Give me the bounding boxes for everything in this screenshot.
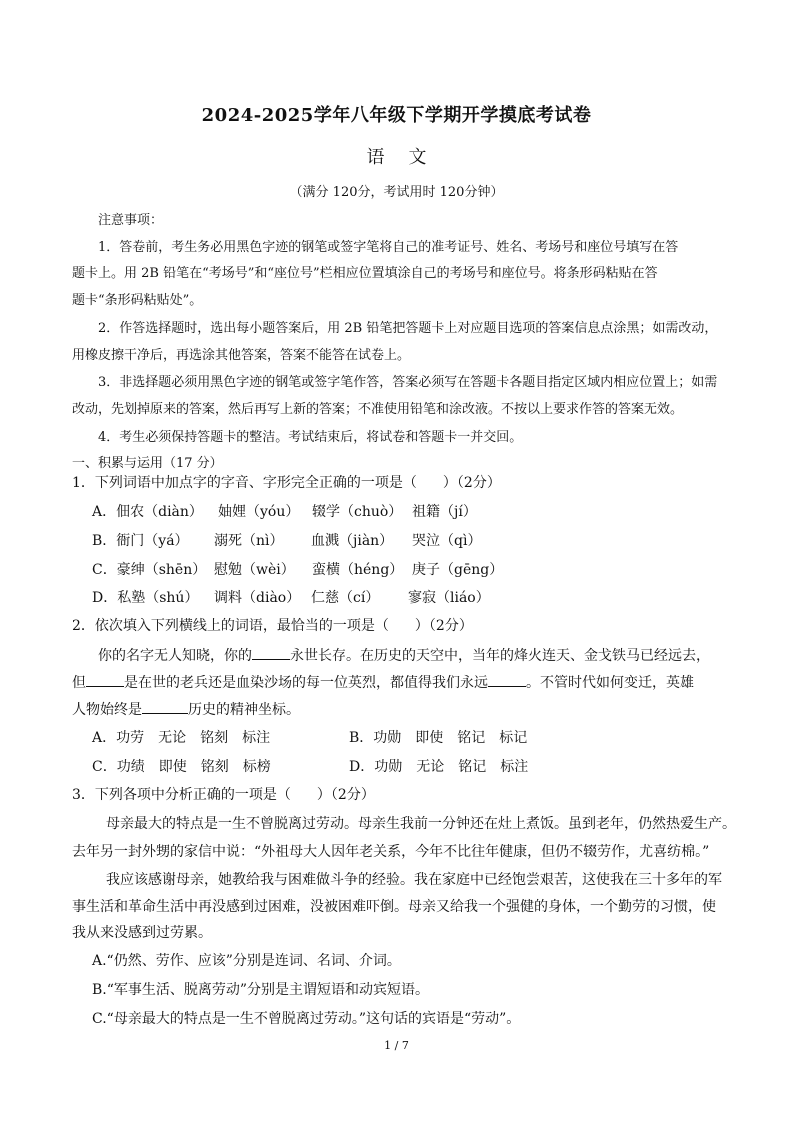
- q1-option-d-4: 寥寂（liáo）: [408, 590, 490, 606]
- section-heading: 一、积累与运用（17 分）: [72, 456, 223, 471]
- q1-option-b-3: 血溅（jiàn）: [311, 533, 394, 549]
- q1-stem: [72, 472, 501, 492]
- q1-option-b-1: B．衙门（yá）: [92, 533, 189, 549]
- q2-option-d: D．功勋 无论 铭记 标注: [349, 759, 529, 775]
- q2-passage-text: 你的名字无人知晓，你的: [98, 648, 252, 664]
- q1-option-c-3: 蛮横（héng）: [312, 562, 404, 578]
- note-3-line-1: 3．非选择题必须用黑色字迹的钢笔或签字笔作答，答案必须写在答题卡各题目指定区域内相应位置上；如需: [98, 375, 718, 390]
- note-4-line-1: 4．考生必须保持答题卡的整洁。考试结束后，将试卷和答题卡一并交回。: [98, 430, 523, 445]
- q3-option-a: A.“仍然、劳作、应该”分别是连词、名词、介词。: [92, 953, 401, 969]
- note-1-line-1: 1．答卷前，考生务必用黑色字迹的钢笔或签字笔将自己的准考证号、姓名、考场号和座位号填写在答: [98, 240, 679, 255]
- q1-option-a-3: 辍学（chuò）: [312, 504, 403, 520]
- q2-stem: [72, 615, 473, 635]
- q1-option-c-4: 庚子（gēng）: [412, 562, 504, 578]
- q2-blank-1[interactable]: [252, 647, 290, 660]
- q2-option-c: C．功绩 即使 铭刻 标榜: [92, 759, 271, 775]
- q2-passage-text: 人物始终是: [72, 702, 142, 718]
- q1-option-d-1: D．私塾（shú）: [92, 590, 199, 606]
- q1-option-d-2: 调料（diào）: [214, 590, 301, 606]
- q1-option-b-4: 哭泣（qì）: [412, 533, 482, 549]
- q2-stem-text: 2．依次填入下列横线上的词语，最恰当的一项是（: [72, 618, 389, 634]
- q3-stem: [72, 784, 375, 804]
- q1-stem-score: ）（2分）: [442, 475, 501, 491]
- note-2-line-2: 用橡皮擦干净后，再选涂其他答案，答案不能答在试卷上。: [72, 348, 411, 363]
- q2-passage-text: 历史的精神坐标。: [188, 702, 300, 718]
- q2-stem-score: ）（2分）: [414, 618, 473, 634]
- page-number: 1 / 7: [384, 1039, 409, 1052]
- q2-option-b: B．功勋 即使 铭记 标记: [349, 730, 528, 746]
- q3-passage-p2-line-2: 事生活和革命生活中再没感到过困难，没被困难吓倒。母亲又给我一个强健的身体，一个勤劳的习惯，使: [72, 899, 716, 915]
- q2-passage-line-1: [98, 645, 710, 665]
- q2-blank-4[interactable]: [142, 701, 188, 714]
- note-3-line-2: 改动，先划掉原来的答案，然后再写上新的答案；不准使用铅笔和涂改液。不按以上要求作答的答案无效。: [72, 402, 684, 417]
- q3-stem-text: 3．下列各项中分析正确的一项是（: [72, 787, 291, 803]
- notes-heading: 注意事项：: [98, 213, 164, 228]
- q2-passage-text: 是在世的老兵还是血染沙场的每一位英烈，都值得我们永远: [124, 675, 488, 691]
- q3-passage-p1-line-2: 去年另一封外甥的家信中说：“外祖母大人因年老关系，今年不比往年健康，但仍不辍劳作，尤喜纺棉。”: [72, 844, 710, 860]
- q1-stem-text: 1．下列词语中加点字的字音、字形完全正确的一项是（: [72, 475, 417, 491]
- q2-blank-3[interactable]: [488, 674, 526, 687]
- q2-passage-text: 但: [72, 675, 86, 691]
- q1-option-a-1: A．佃农（diàn）: [92, 504, 203, 520]
- q3-passage-p1-line-1: 母亲最大的特点是一生不曾脱离过劳动。母亲生我前一分钟还在灶上煮饭。虽到老年，仍然热爱生产。: [106, 816, 736, 832]
- q2-blank-2[interactable]: [86, 674, 124, 687]
- q3-passage-p2-line-3: 我从来没感到过劳累。: [72, 925, 212, 941]
- q1-option-c-1: C．豪绅（shēn）: [92, 562, 207, 578]
- q1-option-d-3: 仁慈（cí）: [311, 590, 380, 606]
- q3-stem-score: ）（2分）: [316, 787, 375, 803]
- q2-passage-line-2: [72, 672, 694, 692]
- q1-option-c-2: 慰勉（wèi）: [214, 562, 295, 578]
- q1-option-b-2: 溺死（nì）: [214, 533, 284, 549]
- note-2-line-1: 2．作答选择题时，选出每小题答案后，用 2B 铅笔把答题卡上对应题目选项的答案信息点涂黑；如需改动，: [98, 321, 718, 336]
- note-1-line-2: 题卡上。用 2B 铅笔在“考场号”和“座位号”栏相应位置填涂自己的考场号和座位号。将条形码粘贴在答: [72, 266, 658, 281]
- q2-option-a: A．功劳 无论 铭刻 标注: [92, 730, 271, 746]
- note-1-line-3: 题卡“条形码粘贴处”。: [72, 293, 203, 308]
- q1-option-a-2: 妯娌（yóu）: [218, 504, 300, 520]
- q3-passage-p2-line-1: 我应该感谢母亲，她教给我与困难做斗争的经验。我在家庭中已经饱尝艰苦，这使我在三十多年的军: [106, 872, 722, 888]
- score-note: （满分 120分，考试用时 120分钟）: [289, 185, 504, 200]
- q3-option-c: C.“母亲最大的特点是一生不曾脱离过劳动。”这句话的宾语是“劳动”。: [92, 1011, 521, 1027]
- q2-passage-text: 永世长存。在历史的天空中，当年的烽火连天、金戈铁马已经远去，: [290, 648, 710, 664]
- subject-title: 语文: [366, 147, 451, 168]
- q3-option-b: B.“军事生活、脱离劳动”分别是主谓短语和动宾短语。: [92, 982, 430, 998]
- q1-option-a-4: 祖籍（jí）: [412, 504, 477, 520]
- q2-passage-text: 。不管时代如何变迁，英雄: [526, 675, 694, 691]
- q2-passage-line-3: [72, 699, 300, 719]
- exam-title: 2024-2025学年八年级下学期开学摸底考试卷: [201, 105, 592, 126]
